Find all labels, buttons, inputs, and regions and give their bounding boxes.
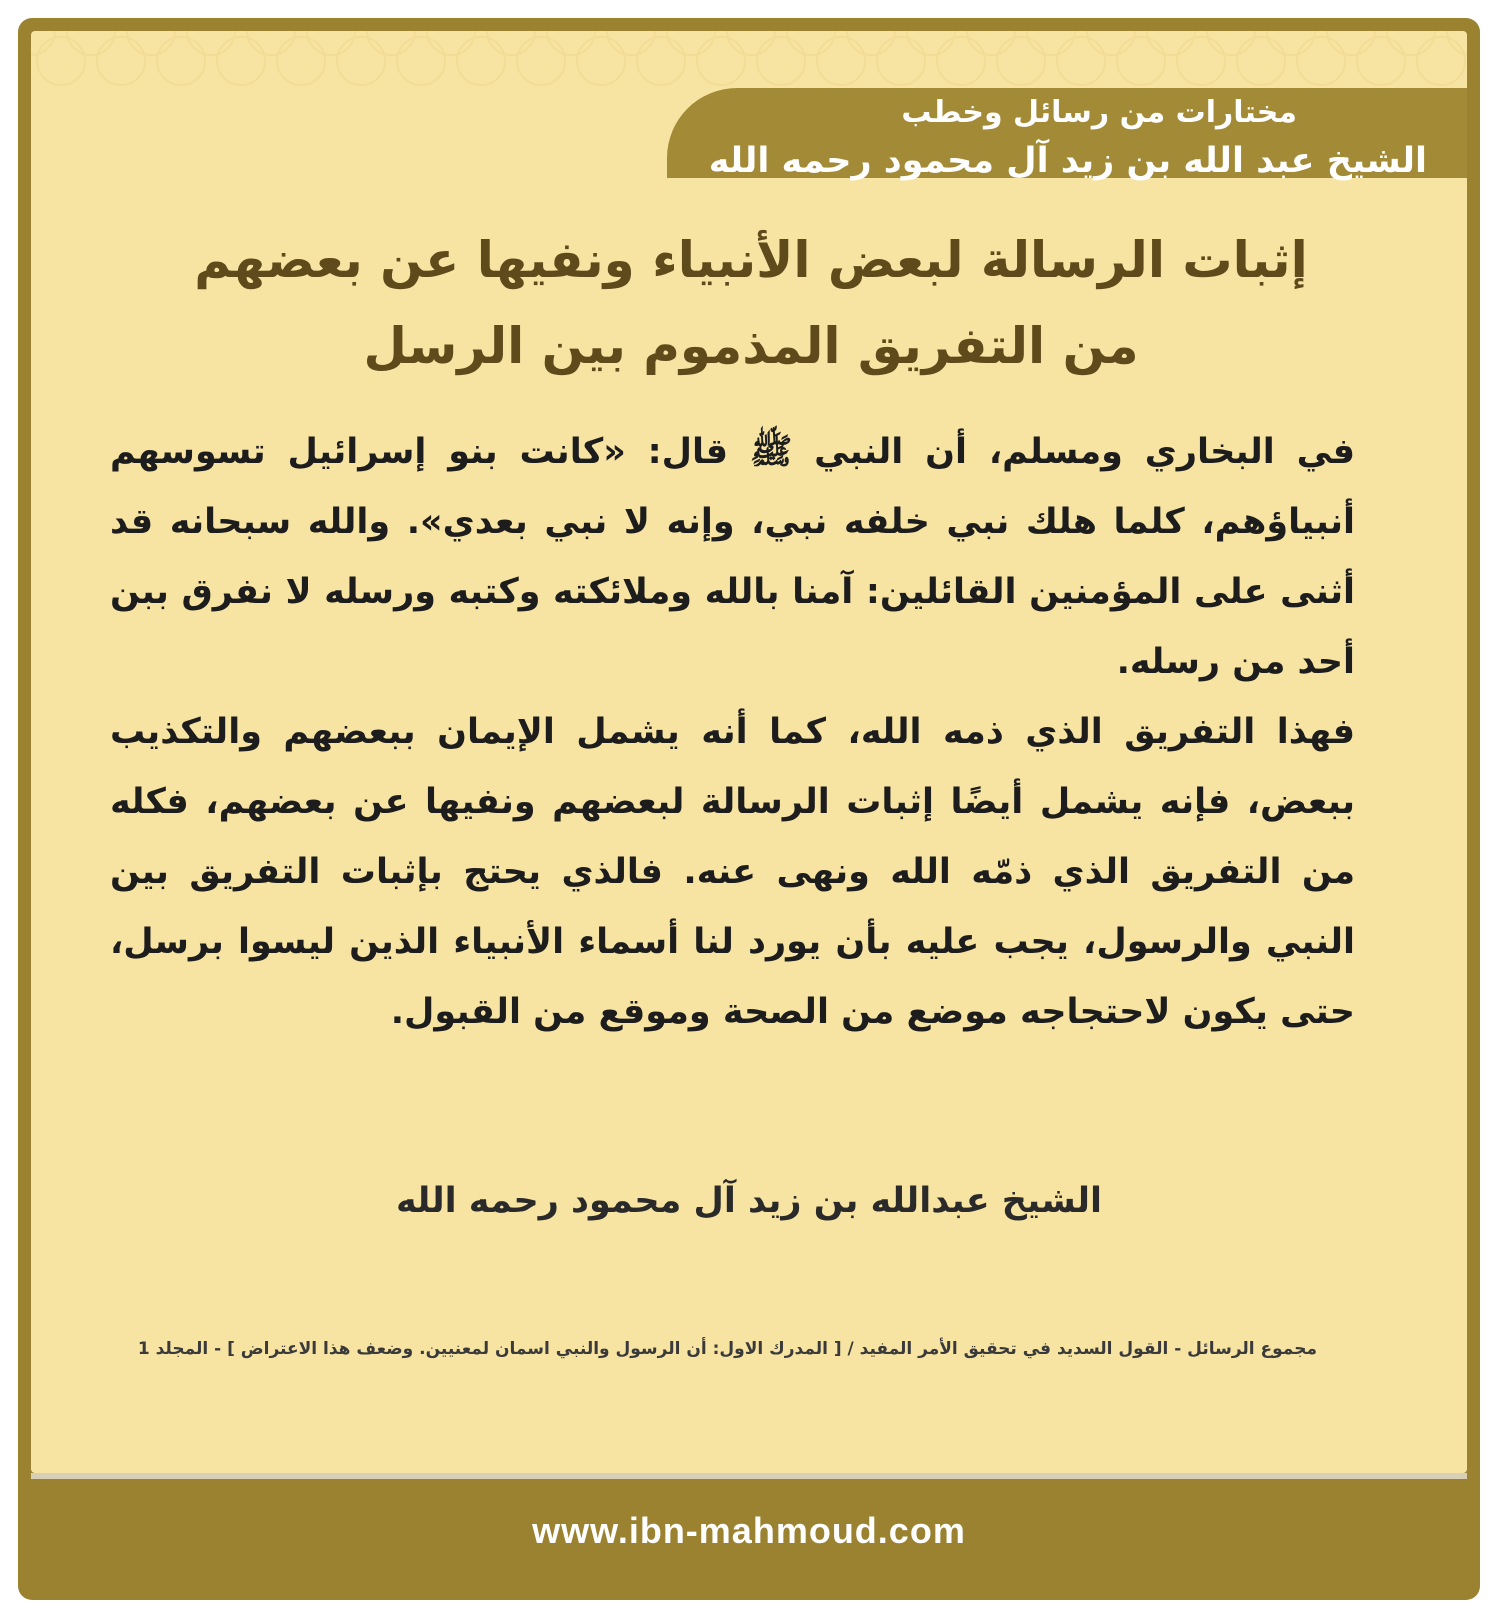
signature: الشيخ عبدالله بن زيد آل محمود رحمه الله xyxy=(395,1181,1103,1221)
content-panel xyxy=(31,31,1467,1473)
paragraph-2: فهذا التفريق الذي ذمه الله، كما أنه يشمل الإيمان ببعضهم والتكذيب ببعض، فإنه يشمل أيضًا إثبات الرسالة لبعضهم ونفيها عن بعضهم، فكله من التفريق الذي ذمّه الله ونهى عنه. فالذي يحتج بإثبات التفريق بين النبي والرسول، يجب عليه بأن يورد لنا أسماء الأنبياء الذين ليسوا برسل، حتى يكون لاحتجاجه موضع من الصحة وموقع من القبول. xyxy=(110,712,1355,1032)
header-author: الشيخ عبد الله بن زيد آل محمود رحمه الله xyxy=(708,141,1427,181)
header-series-title: مختارات من رسائل وخطب xyxy=(901,95,1297,130)
title-line-1: إثبات الرسالة لبعض الأنبياء ونفيها عن بعضهم xyxy=(194,231,1308,289)
website-url[interactable]: www.ibn-mahmoud.com xyxy=(532,1510,966,1551)
source-citation: مجموع الرسائل - القول السديد في تحقيق الأمر المفيد / [ المدرك الاول: أن الرسول والنبي اسمان لمعنيين. وضعف هذا الاعتراض ] - المجلد 1 xyxy=(137,1339,1317,1359)
article-body xyxy=(110,417,1355,1047)
page-title xyxy=(101,217,1401,389)
title-line-2: من التفريق المذموم بين الرسل xyxy=(363,317,1139,375)
decorative-pattern xyxy=(31,31,1467,91)
divider xyxy=(31,1473,1467,1479)
paragraph-1: في البخاري ومسلم، أن النبي ﷺ قال: «كانت بنو إسرائيل تسوسهم أنبياؤهم، كلما هلك نبي خلفه نبي، وإنه لا نبي بعدي». والله سبحانه قد أثنى على المؤمنين القائلين: آمنا بالله وملائكته وكتبه ورسله لا نفرق ببن أحد من رسله. xyxy=(110,432,1355,682)
